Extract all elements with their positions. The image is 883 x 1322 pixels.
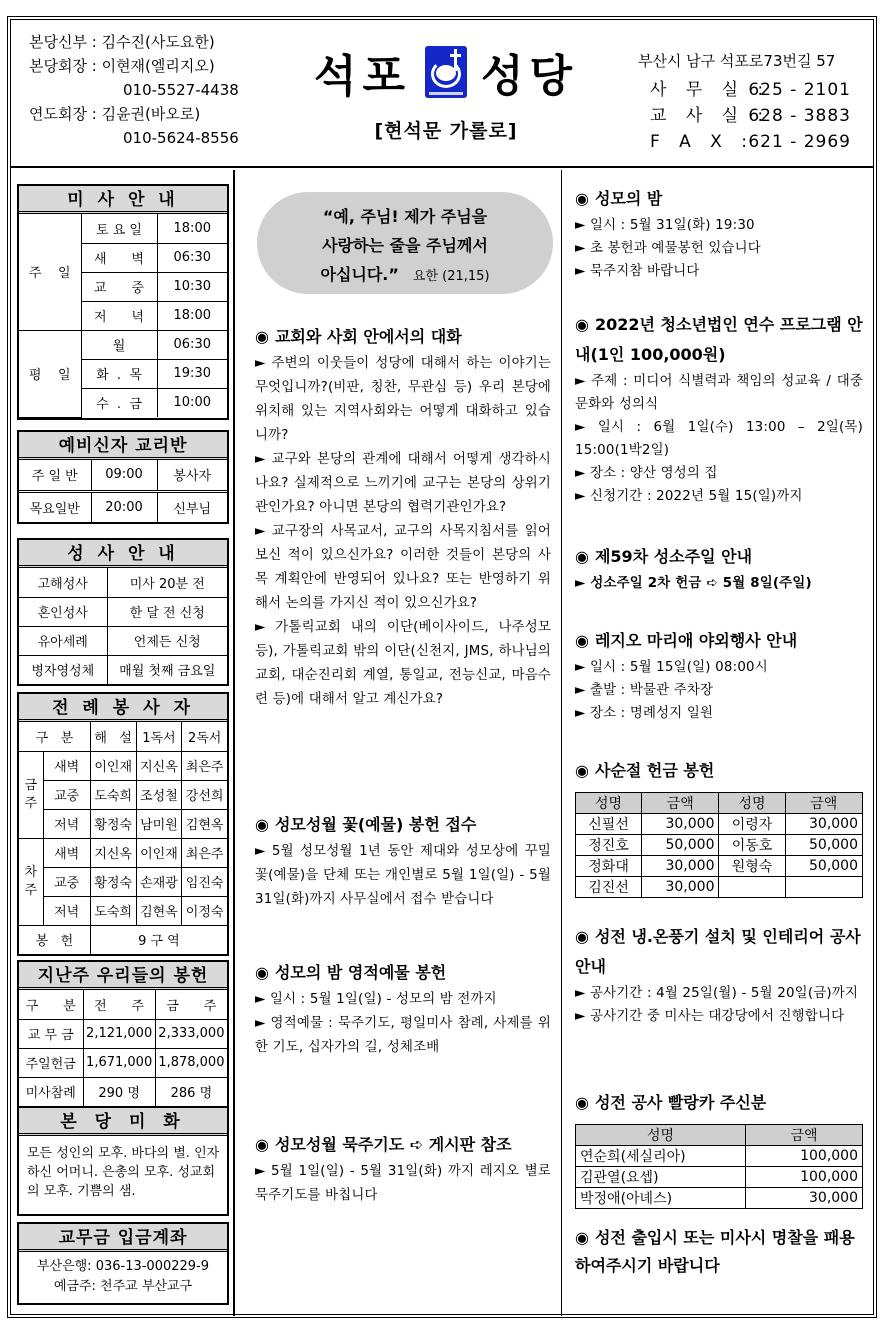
pastor-name: 김수진(사도요한) xyxy=(101,33,215,51)
donation-amount: 30,000 xyxy=(785,814,862,835)
section-paragraph: ► 초 봉헌과 예물봉헌 있습니다 xyxy=(575,241,761,256)
server-name: 조성철 xyxy=(136,780,182,809)
donation-amount: 100,000 xyxy=(746,1146,863,1167)
sacrament-info: 미사 20분 전 xyxy=(107,568,227,597)
donation-amount: 50,000 xyxy=(642,835,719,856)
section-title xyxy=(255,958,551,988)
sacrament-info: 한 달 전 신청 xyxy=(107,597,227,626)
section-paragraph: ► 공사기간 중 미사는 대강당에서 진행합니다 xyxy=(575,1009,845,1024)
contact-value: 625 - 2101 xyxy=(748,80,851,100)
donor-name: 연순희(세실리아) xyxy=(576,1146,746,1167)
donor-name: 정진호 xyxy=(576,835,642,856)
contact-info xyxy=(638,50,851,155)
section-dialogue xyxy=(255,322,551,712)
weekday-label: 평 일 xyxy=(19,330,81,417)
section-paragraph: ► 교구장의 사목교서, 교구의 사목지침서를 읽어보신 적이 있으신가요? 이러한 것들이 본당의 사목 계획안에 반영되어 있나요? 또는 반영하기 위해서 논의를 가지신 적이 있으신가요? xyxy=(255,524,551,611)
prev-week-value: 290 명 xyxy=(83,1077,155,1106)
league-name: 김윤권(바오로) xyxy=(101,105,201,123)
section-title xyxy=(575,1224,863,1280)
radio-bullet-icon: ◉ xyxy=(255,815,269,834)
server-name: 최은주 xyxy=(182,751,227,780)
section-name-tag-notice xyxy=(575,1224,863,1280)
section-title-text: 2022년 청소년법인 연수 프로그램 안내(1인 100,000원) xyxy=(575,315,863,364)
weekly-offerings-box xyxy=(17,960,229,1108)
contact-value: 628 - 3883 xyxy=(748,106,851,126)
server-name: 지신옥 xyxy=(90,838,136,867)
section-title-text: 성모성월 꽃(예물) 봉헌 접수 xyxy=(274,815,477,834)
section-title xyxy=(575,184,863,214)
offerings-table xyxy=(19,990,227,1106)
quote-line: “예, 주님! 제가 주님을 xyxy=(322,207,488,226)
donation-amount: 30,000 xyxy=(642,814,719,835)
lent-offering-table xyxy=(575,792,863,898)
box-title: 예비신자 교리반 xyxy=(19,432,227,460)
league-label: 연도회장 : xyxy=(29,105,97,123)
quote-reference: 요한 (21,15) xyxy=(412,269,490,284)
header-cell: 금액 xyxy=(642,793,719,814)
scripture-quote xyxy=(257,192,553,294)
offering-type: 미사참례 xyxy=(19,1077,83,1106)
mass-name: 교중 xyxy=(43,780,90,809)
staff-info xyxy=(29,30,239,150)
parish-praise-box xyxy=(17,1106,229,1216)
title-right: 성당 xyxy=(481,51,579,102)
mass-time: 06:30 xyxy=(157,330,227,359)
contact-label: 사 무 실 : xyxy=(649,80,771,100)
account-box xyxy=(17,1222,229,1305)
mass-name: 새 벽 xyxy=(81,243,157,272)
server-name: 임진숙 xyxy=(182,867,227,896)
praise-text: 모든 성인의 모후. 바다의 별. 인자하신 어머니. 은총의 모후. 성교회의 모후. 기쁨의 샘. xyxy=(27,1146,220,1199)
header-cell: 금액 xyxy=(785,793,862,814)
header-cell: 구 분 xyxy=(19,990,83,1019)
section-title-text: 교회와 사회 안에서의 대화 xyxy=(274,327,462,346)
section-title xyxy=(255,322,551,352)
section-title-text: 성모의 밤 xyxy=(594,189,663,208)
section-lent-offering xyxy=(575,756,863,898)
president-label: 본당회장 : xyxy=(29,57,97,75)
this-week-value: 1,878,000 xyxy=(155,1048,227,1077)
this-week-label: 금주 xyxy=(19,751,43,838)
catechumen-table xyxy=(19,460,227,522)
header-cell: 성명 xyxy=(576,793,642,814)
section-paragraph: ► 주변의 이웃들이 성당에 대해서 하는 이야기는 무엇입니까?(비판, 칭찬, 무관심 등) 우리 본당에 위치해 있는 지역사회와는 어떻게 대화하고 있습니까? xyxy=(255,356,551,443)
donation-amount: 100,000 xyxy=(746,1167,863,1188)
box-title: 본 당 미 화 xyxy=(19,1108,227,1136)
class-teacher: 봉사자 xyxy=(157,460,227,491)
header-cell: 금 주 xyxy=(155,990,227,1019)
section-paragraph: ► 묵주지참 바랍니다 xyxy=(575,264,700,279)
sacrament-name: 유아세례 xyxy=(19,626,107,655)
radio-bullet-icon: ◉ xyxy=(575,631,589,650)
class-name: 목요일반 xyxy=(19,491,91,522)
sacrament-name: 고해성사 xyxy=(19,568,107,597)
donor-name: 원형숙 xyxy=(719,856,785,877)
section-renovation xyxy=(575,922,863,1028)
offering-value: 9 구 역 xyxy=(90,925,227,954)
president-name: 이현재(엘리지오) xyxy=(101,57,215,75)
section-title-text: 제59차 성소주일 안내 xyxy=(594,547,753,566)
account-info xyxy=(19,1252,227,1303)
section-marian-night xyxy=(575,184,863,283)
prev-week-value: 2,121,000 xyxy=(83,1019,155,1048)
mass-name: 저녁 xyxy=(43,809,90,838)
class-teacher: 신부님 xyxy=(157,491,227,522)
mass-name: 수 . 금 xyxy=(81,388,157,417)
donor-name: 정화대 xyxy=(576,856,642,877)
mass-name: 저 녁 xyxy=(81,301,157,330)
donation-amount: 30,000 xyxy=(642,877,719,898)
server-name: 남미원 xyxy=(136,809,182,838)
contact-label: 교 사 실 : xyxy=(649,106,771,126)
bulletin-header xyxy=(11,20,873,168)
server-name: 이인재 xyxy=(90,751,136,780)
sunday-label: 주 일 xyxy=(19,214,81,330)
section-paragraph: ► 출발 : 박물관 주차장 xyxy=(575,683,714,698)
left-column xyxy=(11,170,235,1316)
offering-label: 봉 헌 xyxy=(19,925,90,954)
section-paragraph: ► 주제 : 미디어 식별력과 책임의 성교육 / 대중문화와 성의식 xyxy=(575,374,863,412)
sacrament-info: 매월 첫째 금요일 xyxy=(107,655,227,684)
president-phone: 010-5527-4438 xyxy=(123,81,239,99)
header-cell: 2독서 xyxy=(182,722,227,751)
donor-name: 김관열(요셉) xyxy=(576,1167,746,1188)
server-name: 황정숙 xyxy=(90,809,136,838)
section-paragraph: ► 일시 : 5월 15일(일) 08:00시 xyxy=(575,660,768,675)
section-paragraph: ► 신청기간 : 2022년 5월 15(일)까지 xyxy=(575,489,803,504)
account-holder: 예금주: 천주교 부산교구 xyxy=(53,1279,193,1294)
server-name: 강선희 xyxy=(182,780,227,809)
radio-bullet-icon: ◉ xyxy=(575,761,589,780)
section-title-text: 사순절 헌금 봉헌 xyxy=(594,761,715,780)
section-title-text: 성모성월 묵주기도 ➪ 게시판 참조 xyxy=(274,1135,512,1154)
donation-amount: 30,000 xyxy=(642,856,719,877)
this-week-value: 286 명 xyxy=(155,1077,227,1106)
header-cell: 금액 xyxy=(746,1125,863,1146)
mass-time: 18:00 xyxy=(157,214,227,243)
server-name: 도숙희 xyxy=(90,780,136,809)
radio-bullet-icon: ◉ xyxy=(575,547,589,566)
section-title-text: 레지오 마리애 야외행사 안내 xyxy=(594,631,798,650)
title-left: 석포 xyxy=(313,51,411,102)
prev-week-value: 1,671,000 xyxy=(83,1048,155,1077)
server-name: 황정숙 xyxy=(90,867,136,896)
offering-type: 주일헌금 xyxy=(19,1048,83,1077)
right-column xyxy=(563,170,873,1316)
quote-text: 아십니다.” xyxy=(320,265,399,284)
class-time: 09:00 xyxy=(91,460,157,491)
section-flower-offering xyxy=(255,810,551,912)
mass-name: 교 중 xyxy=(81,272,157,301)
catechumen-box xyxy=(17,430,229,524)
league-row xyxy=(29,102,239,126)
sacrament-name: 병자영성체 xyxy=(19,655,107,684)
church-title xyxy=(296,40,596,143)
donor-name: 이동호 xyxy=(719,835,785,856)
section-paragraph: ► 5월 성모성월 1년 동안 제대와 성모상에 꾸밀 꽃(예물)을 단체 또는 개인별로 5월 1일(일) - 5월 31일(화)까지 사무실에서 접수 받습니다 xyxy=(255,844,551,907)
section-title xyxy=(255,1130,551,1160)
server-name: 이정숙 xyxy=(182,896,227,925)
section-paragraph: ► 장소 : 명례성지 일원 xyxy=(575,706,714,721)
mass-table xyxy=(19,214,227,418)
league-phone: 010-5624-8556 xyxy=(123,129,239,147)
section-paragraph: ► 일시 : 5월 1일(일) - 성모의 밤 전까지 xyxy=(255,992,497,1007)
box-title: 교무금 입금계좌 xyxy=(19,1224,227,1252)
mass-name: 새벽 xyxy=(43,838,90,867)
server-name: 김현옥 xyxy=(136,896,182,925)
section-title xyxy=(575,756,863,786)
quote-line: 사랑하는 줄을 주님께서 xyxy=(322,236,488,255)
class-time: 20:00 xyxy=(91,491,157,522)
server-name: 손재광 xyxy=(136,867,182,896)
mass-name: 교중 xyxy=(43,867,90,896)
mass-time: 19:30 xyxy=(157,359,227,388)
church-logo-icon xyxy=(425,46,467,98)
radio-bullet-icon: ◉ xyxy=(575,189,589,208)
palanca-table xyxy=(575,1124,863,1209)
donor-name xyxy=(719,877,785,898)
contact-office xyxy=(638,77,851,103)
sacrament-name: 혼인성사 xyxy=(19,597,107,626)
bulletin-page xyxy=(7,16,877,1318)
radio-bullet-icon: ◉ xyxy=(255,963,269,982)
section-title-text: 성전 출입시 또는 미사시 명찰을 패용하여주시기 바랍니다 xyxy=(575,1228,855,1275)
box-title: 성 사 안 내 xyxy=(19,540,227,568)
section-palanca xyxy=(575,1088,863,1209)
mass-name: 토 요 일 xyxy=(81,214,157,243)
section-title-text: 성전 공사 빨랑카 주신분 xyxy=(594,1093,767,1112)
header-cell: 전 주 xyxy=(83,990,155,1019)
donation-amount: 50,000 xyxy=(785,835,862,856)
section-title xyxy=(575,310,863,370)
section-title xyxy=(255,810,551,840)
section-title-text: 성모의 밤 영적예물 봉헌 xyxy=(274,963,447,982)
mass-name: 저녁 xyxy=(43,896,90,925)
section-vocation-sunday xyxy=(575,542,863,595)
donor-name: 김진선 xyxy=(576,877,642,898)
server-name: 지신옥 xyxy=(136,751,182,780)
section-youth-program xyxy=(575,310,863,508)
section-title-text: 성전 냉.온풍기 설치 및 인테리어 공사 안내 xyxy=(575,927,861,976)
address: 부산시 남구 석포로73번길 57 xyxy=(637,52,836,70)
section-title xyxy=(575,542,863,572)
section-spiritual-offering xyxy=(255,958,551,1060)
radio-bullet-icon: ◉ xyxy=(255,1135,269,1154)
liturgy-servers-box xyxy=(17,692,229,956)
donation-amount: 30,000 xyxy=(746,1188,863,1209)
box-title: 전 례 봉 사 자 xyxy=(19,694,227,722)
section-title xyxy=(575,1088,863,1118)
server-name: 도숙희 xyxy=(90,896,136,925)
patron-subtitle: [현석문 가롤로] xyxy=(374,120,518,142)
mass-schedule-box xyxy=(17,184,229,420)
section-legio-event xyxy=(575,626,863,725)
offering-type: 교 무 금 xyxy=(19,1019,83,1048)
box-title: 지난주 우리들의 봉헌 xyxy=(19,962,227,990)
president-row xyxy=(29,54,239,78)
section-paragraph: ► 공사기간 : 4월 25일(월) - 5월 20일(금)까지 xyxy=(575,986,859,1001)
quote-line xyxy=(257,260,553,291)
contact-value: 621 - 2969 xyxy=(748,132,851,152)
mass-time: 10:00 xyxy=(157,388,227,417)
next-week-label: 차주 xyxy=(19,838,43,925)
radio-bullet-icon: ◉ xyxy=(255,327,269,346)
donor-name: 신필선 xyxy=(576,814,642,835)
donor-name: 박정애(아녜스) xyxy=(576,1188,746,1209)
header-cell: 해 설 xyxy=(90,722,136,751)
section-paragraph: ► 5월 1일(일) - 5월 31일(화) 까지 레지오 별로 묵주기도를 바칩니다 xyxy=(255,1164,551,1203)
mass-time: 18:00 xyxy=(157,301,227,330)
box-title: 미 사 안 내 xyxy=(19,186,227,214)
radio-bullet-icon: ◉ xyxy=(575,927,589,946)
class-name: 주 일 반 xyxy=(19,460,91,491)
contact-fax xyxy=(638,129,851,155)
radio-bullet-icon: ◉ xyxy=(575,1093,589,1112)
section-title xyxy=(575,626,863,656)
sacraments-table xyxy=(19,568,227,684)
servers-table xyxy=(19,722,227,954)
server-name: 김현옥 xyxy=(182,809,227,838)
radio-bullet-icon: ◉ xyxy=(575,315,589,334)
contact-label: F A X : xyxy=(649,132,754,152)
header-cell: 1독서 xyxy=(136,722,182,751)
header-cell: 구 분 xyxy=(19,722,90,751)
section-paragraph: ► 일시 : 5월 31일(화) 19:30 xyxy=(575,218,755,233)
server-name: 최은주 xyxy=(182,838,227,867)
section-paragraph: ► 장소 : 양산 영성의 집 xyxy=(575,466,718,481)
section-paragraph: ► 일시 : 6월 1일(수) 13:00 – 2일(목) 15:00(1박2일) xyxy=(575,420,863,458)
section-rosary xyxy=(255,1130,551,1208)
mass-name: 화 . 목 xyxy=(81,359,157,388)
section-paragraph: ► 영적예물 : 묵주기도, 평일미사 참례, 사제를 위한 기도, 십자가의 길, 성체조배 xyxy=(255,1016,551,1055)
donation-amount: 50,000 xyxy=(785,856,862,877)
header-cell: 성명 xyxy=(719,793,785,814)
radio-bullet-icon: ◉ xyxy=(575,1228,589,1247)
mass-name: 새벽 xyxy=(43,751,90,780)
bank-account: 부산은행: 036-13-000229-9 xyxy=(36,1259,210,1274)
section-paragraph: ► 교구와 본당의 관계에 대해서 어떻게 생각하시나요? 실제적으로 느끼기에 교구는 본당의 상위기관인가요? 아니면 본당의 협력기관인가요? xyxy=(255,452,551,515)
section-paragraph: ► 성소주일 2차 헌금 ➪ 5월 8일(주일) xyxy=(575,576,812,591)
middle-column xyxy=(237,170,562,1316)
section-title xyxy=(575,922,863,982)
sacraments-box xyxy=(17,538,229,686)
server-name: 이인재 xyxy=(136,838,182,867)
section-paragraph: ► 가톨릭교회 내의 이단(베이사이드, 나주성모 등), 가톨릭교회 밖의 이단(신천지, JMS, 하나님의 교회, 대순진리회 계열, 통일교, 전능신교, 마음수련 등)에 대해서 알고 계신가요? xyxy=(255,620,551,707)
donor-name: 이령자 xyxy=(719,814,785,835)
pastor-label: 본당신부 : xyxy=(29,33,97,51)
contact-teacher xyxy=(638,103,851,129)
donation-amount xyxy=(785,877,862,898)
header-cell: 성명 xyxy=(576,1125,746,1146)
mass-name: 월 xyxy=(81,330,157,359)
this-week-value: 2,333,000 xyxy=(155,1019,227,1048)
mass-time: 06:30 xyxy=(157,243,227,272)
sacrament-info: 언제든 신청 xyxy=(107,626,227,655)
mass-time: 10:30 xyxy=(157,272,227,301)
pastor-row xyxy=(29,30,239,54)
